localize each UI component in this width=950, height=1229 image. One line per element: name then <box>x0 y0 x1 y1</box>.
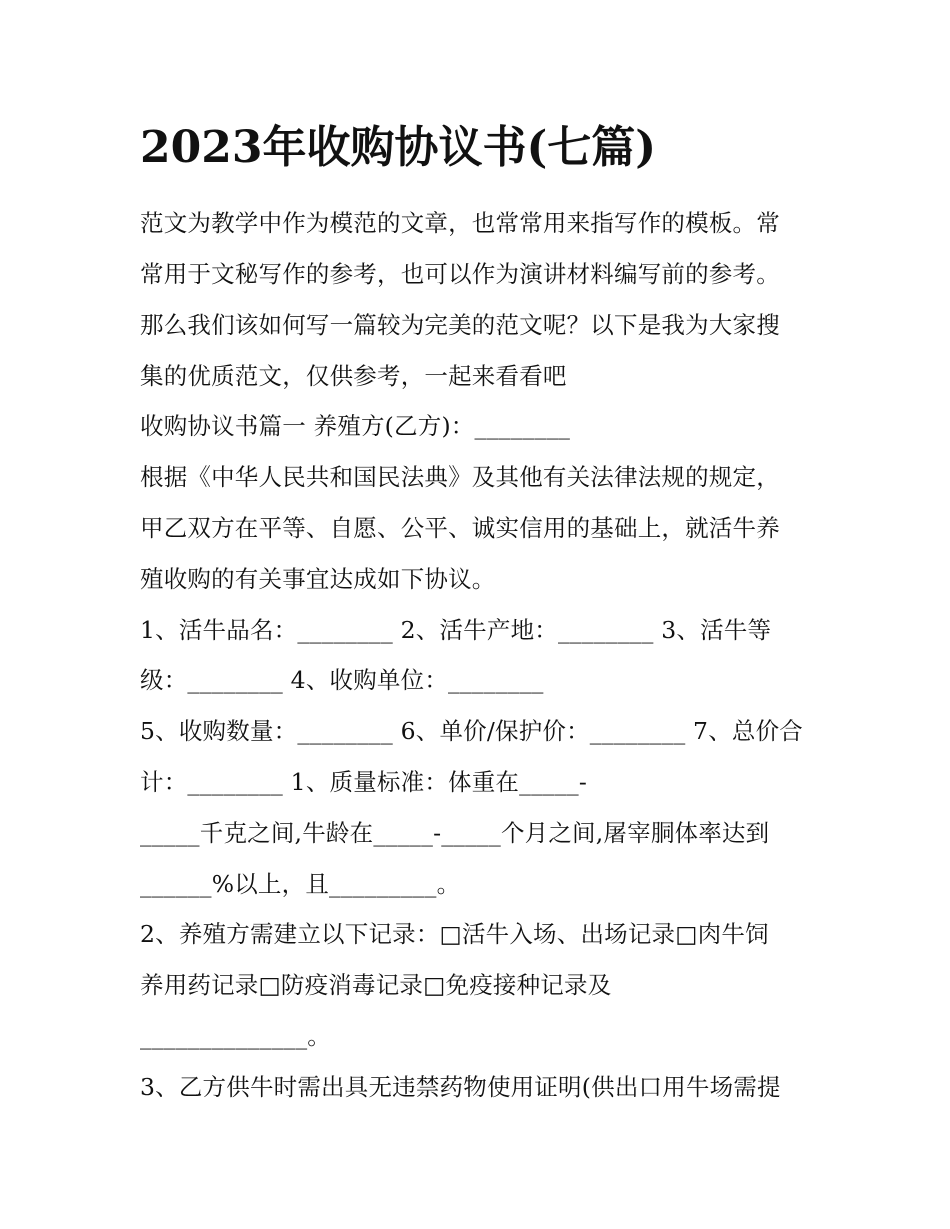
paragraph-line: 那么我们该如何写一篇较为完美的范文呢？以下是我为大家搜 <box>140 311 780 339</box>
clause-line: 级：________ 4、收购单位：________ <box>140 666 544 694</box>
section-heading-line: 收购协议书篇一 养殖方(乙方)：________ <box>140 412 571 440</box>
clause-line: 1、活牛品名：________ 2、活牛产地：________ 3、活牛等 <box>140 616 772 644</box>
paragraph-line: 根据《中华人民共和国民法典》及其他有关法律法规的规定， <box>140 463 780 491</box>
paragraph-line: 殖收购的有关事宜达成如下协议。 <box>140 565 496 593</box>
paragraph-line: 范文为教学中作为模范的文章，也常常用来指写作的模板。常 <box>140 209 780 237</box>
clause-line: 3、乙方供牛时需出具无违禁药物使用证明(供出口用牛场需提 <box>140 1073 781 1101</box>
clause-line: _____千克之间,牛龄在_____-_____个月之间,屠宰胴体率达到 <box>140 819 770 847</box>
document-title: 2023年收购协议书(七篇) <box>140 122 657 173</box>
clause-line: 计：________ 1、质量标准：体重在_____- <box>140 768 588 796</box>
clause-line: ______%以上，且_________。 <box>140 870 461 898</box>
paragraph-line: 集的优质范文，仅供参考，一起来看看吧 <box>140 362 567 390</box>
clause-line: 5、收购数量：________ 6、单价/保护价：________ 7、总价合 <box>140 717 804 745</box>
paragraph-line: 常用于文秘写作的参考，也可以作为演讲材料编写前的参考。 <box>140 260 780 288</box>
clause-line: 养用药记录□防疫消毒记录□免疫接种记录及 <box>140 971 612 999</box>
paragraph-line: 甲乙双方在平等、自愿、公平、诚实信用的基础上，就活牛养 <box>140 514 780 542</box>
clause-line: ______________。 <box>140 1022 331 1050</box>
clause-line: 2、养殖方需建立以下记录：□活牛入场、出场记录□肉牛饲 <box>140 920 769 948</box>
